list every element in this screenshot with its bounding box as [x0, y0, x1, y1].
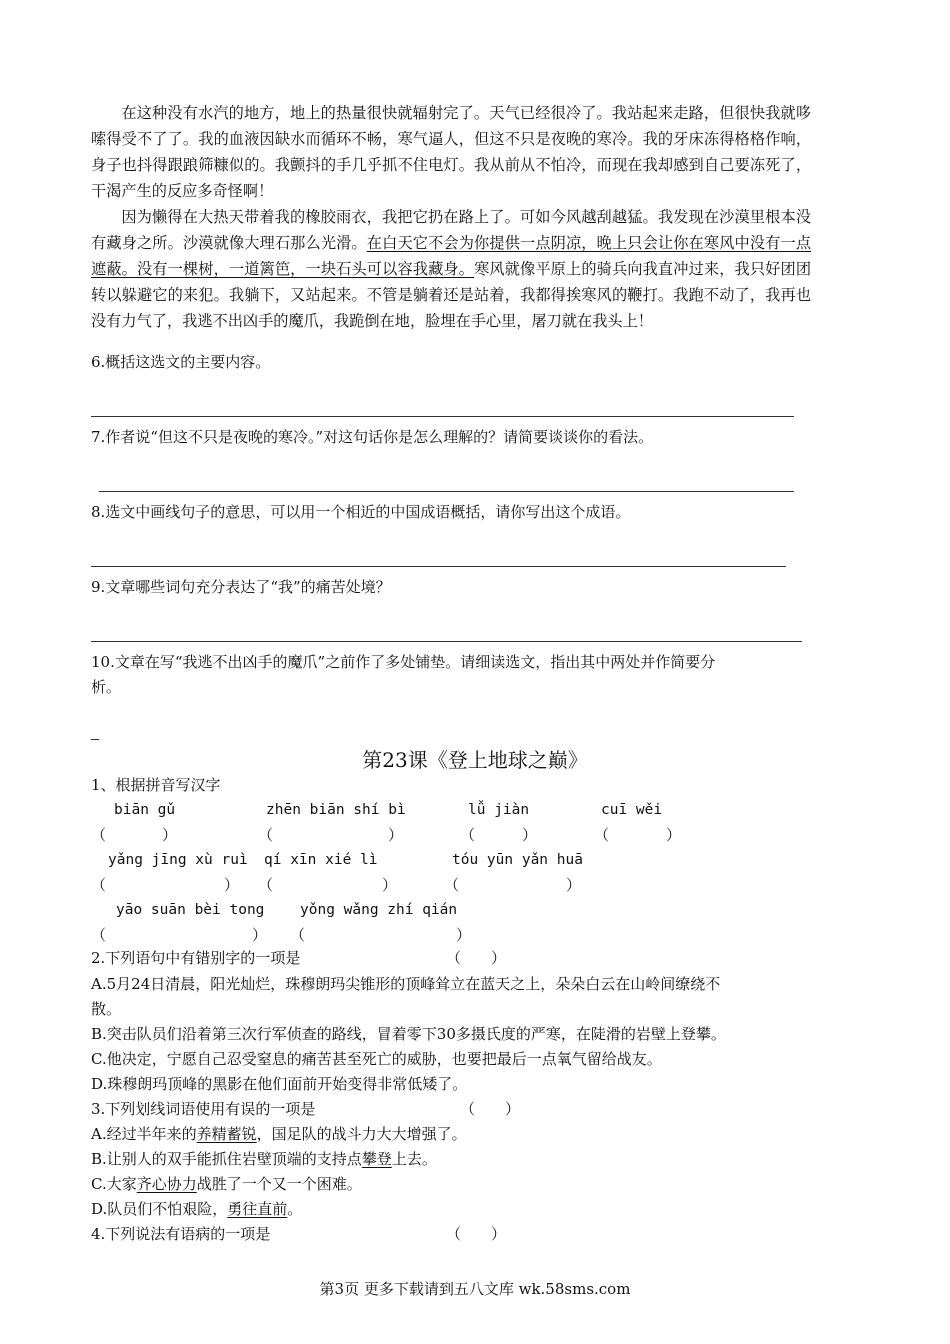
option-3a-text-end: ，国足队的战斗力大大增强了。	[256, 1125, 467, 1143]
answer-blank-open: （	[594, 826, 610, 844]
option-3c-underlined: 齐心协力	[136, 1175, 197, 1193]
question-6: 6.概括这选文的主要内容。	[91, 353, 271, 371]
option-3c-text: C.大家	[91, 1175, 137, 1193]
short-dash	[91, 739, 99, 740]
answer-blank-close: ）	[666, 826, 682, 844]
pinyin-4: cuī wěi	[601, 802, 663, 818]
pinyin-8: yāo suān bèi tong	[116, 902, 265, 918]
option-3c-text-end: 战胜了一个又一个困难。	[196, 1175, 362, 1193]
answer-blank-open: （	[290, 926, 306, 944]
answer-blank-open: （	[460, 826, 476, 844]
question-10-line-1: 10.文章在写“我逃不出凶手的魔爪”之前作了多处铺垫。请细读选文，指出其中两处并作简要分	[91, 653, 716, 671]
pinyin-9: yǒng wǎng zhí qián	[300, 902, 458, 918]
answer-blank-open: （	[91, 926, 107, 944]
option-3d-underlined: 勇往直前	[227, 1200, 288, 1218]
answer-blank-close: ）	[388, 826, 404, 844]
pinyin-6: qí xīn xié lì	[264, 852, 378, 868]
answer-blank-close: ）	[224, 876, 240, 894]
answer-line-6	[91, 416, 794, 417]
option-3a-text: A.经过半年来的	[91, 1125, 197, 1143]
option-2d: D.珠穆朗玛顶峰的黑影在他们面前开始变得非常低矮了。	[91, 1075, 468, 1093]
option-3c	[91, 1171, 362, 1197]
question-8: 8.选文中画线句子的意思，可以用一个相近的中国成语概括，请你写出这个成语。	[91, 503, 631, 521]
option-3b-text-end: 上去。	[391, 1150, 437, 1168]
section-1-heading: 1、根据拼音写汉字	[91, 776, 221, 794]
pinyin-7: tóu yūn yǎn huā	[452, 852, 583, 868]
passage-paragraph-2	[91, 204, 811, 334]
option-2c: C.他决定，宁愿自己忍受窒息的痛苦甚至死亡的威胁，也要把最后一点氧气留给战友。	[91, 1050, 662, 1068]
option-2a-line-2: 散。	[91, 1000, 122, 1018]
answer-blank-open: （	[258, 876, 274, 894]
answer-blank-open: （	[91, 826, 107, 844]
section-4-question: 4.下列说法有语病的一项是	[91, 1225, 271, 1243]
pinyin-5: yǎng jīng xù ruì	[108, 852, 248, 868]
answer-line-9	[91, 641, 802, 642]
section-3-answer-blank: （ ）	[460, 1100, 521, 1118]
option-2b: B.突击队员们沿着第三次行军侦查的路线，冒着零下30多摄氏度的严寒，在陡滑的岩壁上登攀。	[91, 1025, 726, 1043]
question-9: 9.文章哪些词句充分表达了“我”的痛苦处境？	[91, 578, 391, 596]
answer-blank-close: ）	[252, 926, 268, 944]
passage-p2-start: 因为懒得在大热天带着我的橡胶雨衣，我把它扔在路上了。可如今风越刮越猛。我发现在沙漠里根本没有藏身之所。沙漠就像大理石那么光滑。	[91, 208, 811, 252]
pinyin-3: lǚ jiàn	[468, 802, 530, 818]
option-3d-text-end: 。	[287, 1200, 303, 1218]
answer-blank-close: ）	[566, 876, 582, 894]
section-3-question: 3.下列划线词语使用有误的一项是	[91, 1100, 316, 1118]
option-3d	[91, 1196, 302, 1222]
answer-line-7	[99, 491, 794, 492]
question-10-line-2: 析。	[91, 678, 122, 696]
answer-blank-close: ）	[382, 876, 398, 894]
answer-blank-open: （	[444, 876, 460, 894]
answer-blank-close: ）	[522, 826, 538, 844]
section-4-answer-blank: （ ）	[446, 1225, 507, 1243]
option-3b-underlined: 攀登	[361, 1150, 392, 1168]
page-footer: 第3页 更多下载请到五八文库 wk.58sms.com	[319, 1280, 631, 1298]
option-3a-underlined: 养精蓄锐	[196, 1125, 257, 1143]
answer-blank-open: （	[91, 876, 107, 894]
passage-p2-end: 寒风就像平原上的骑兵向我直冲过来，我只好团团转以躲避它的来犯。我躺下，又站起来。不管是躺着还是站着，我都得挨寒风的鞭打。我跑不动了，我再也没有力气了，我逃不出凶手的魔爪，我跪倒在地，脸埋在手心里，屠刀就在我头上！	[91, 260, 812, 330]
underlined-sentence: 在白天它不会为你提供一点阴凉，晚上只会让你在寒风中没有一点遮蔽。没有一棵树，一道篱笆，一块石头可以容我藏身。	[91, 234, 812, 278]
section-2-question: 2.下列语句中有错别字的一项是	[91, 949, 301, 967]
pinyin-1: biān gǔ	[114, 802, 176, 818]
answer-blank-open: （	[258, 826, 274, 844]
option-2a-line-1: A.5月24日清晨，阳光灿烂，珠穆朗玛尖锥形的顶峰耸立在蓝天之上，朵朵白云在山岭间缭绕不	[91, 975, 721, 993]
passage	[91, 100, 811, 334]
answer-blank-close: ）	[162, 826, 178, 844]
answer-blank-close: ）	[456, 926, 472, 944]
question-7: 7.作者说“但这不只是夜晚的寒冷。”对这句话你是怎么理解的？请简要谈谈你的看法。	[91, 428, 654, 446]
option-3b-text: B.让别人的双手能抓住岩壁顶端的支持点	[91, 1150, 362, 1168]
option-3d-text: D.队员们不怕艰险，	[91, 1200, 228, 1218]
option-3b	[91, 1146, 437, 1172]
lesson-title: 第23课《登上地球之巅》	[362, 748, 588, 772]
answer-line-8	[91, 566, 786, 567]
pinyin-2: zhēn biān shí bì	[266, 802, 406, 818]
passage-paragraph-1: 在这种没有水汽的地方，地上的热量很快就辐射完了。天气已经很冷了。我站起来走路，但很快我就哆嗦得受不了了。我的血液因缺水而循环不畅，寒气逼人，但这不只是夜晚的寒冷。我的牙床冻得格格作响，身子也抖得跟踉筛糠似的。我颤抖的手几乎抓不住电灯。我从前从不怕冷，而现在我却感到自己要冻死了，干渴产生的反应多奇怪啊！	[91, 104, 811, 200]
section-2-answer-blank: （ ）	[446, 949, 507, 967]
option-3a	[91, 1121, 467, 1147]
